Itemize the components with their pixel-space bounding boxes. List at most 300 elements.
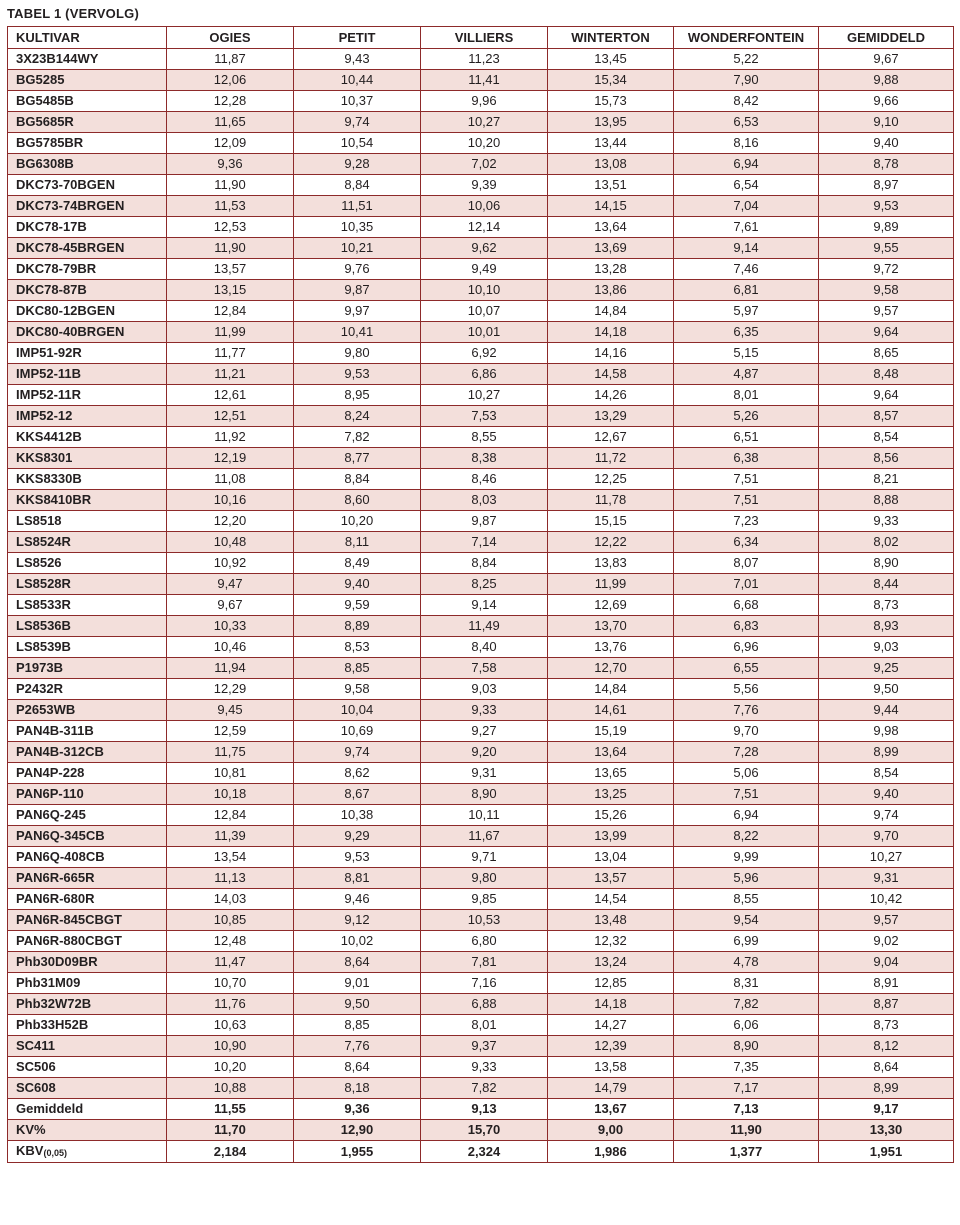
cell-value: 9,39 [421, 175, 548, 196]
cell-value: 8,84 [421, 553, 548, 574]
cell-value: 13,08 [548, 154, 674, 175]
cell-value: 9,58 [294, 679, 421, 700]
cell-value: 7,51 [674, 490, 819, 511]
cell-value: 6,94 [674, 805, 819, 826]
cell-value: 13,51 [548, 175, 674, 196]
cell-value: 12,09 [167, 133, 294, 154]
cell-value: 8,54 [819, 427, 954, 448]
cell-value: 8,90 [421, 784, 548, 805]
cell-value: 9,88 [819, 70, 954, 91]
cell-value: 9,57 [819, 301, 954, 322]
cell-value: 6,55 [674, 658, 819, 679]
cultivar-name: BG5285 [8, 70, 167, 91]
cell-value: 9,31 [421, 763, 548, 784]
cell-value: 7,82 [674, 994, 819, 1015]
cell-value: 11,75 [167, 742, 294, 763]
cell-value: 9,40 [294, 574, 421, 595]
table-row [8, 826, 954, 847]
cell-value: 8,90 [819, 553, 954, 574]
cell-value: 10,35 [294, 217, 421, 238]
cell-value: 8,85 [294, 658, 421, 679]
cell-value: 8,88 [819, 490, 954, 511]
cell-value: 8,67 [294, 784, 421, 805]
cell-value: 5,56 [674, 679, 819, 700]
table-row [8, 868, 954, 889]
cell-value: 7,28 [674, 742, 819, 763]
cell-value: 14,58 [548, 364, 674, 385]
cultivar-name: P2653WB [8, 700, 167, 721]
cell-value: 9,20 [421, 742, 548, 763]
cell-value: 14,18 [548, 322, 674, 343]
cell-value: 7,53 [421, 406, 548, 427]
cell-value: 7,82 [421, 1078, 548, 1099]
cell-value: 9,66 [819, 91, 954, 112]
table-row [8, 1036, 954, 1057]
cell-value: 6,68 [674, 595, 819, 616]
cell-value: 10,69 [294, 721, 421, 742]
cell-value: 12,90 [294, 1120, 421, 1141]
lsd-subscript: (0,05) [43, 1148, 67, 1158]
cultivar-name: IMP51-92R [8, 343, 167, 364]
table-row [8, 133, 954, 154]
cultivar-name: Phb33H52B [8, 1015, 167, 1036]
cell-value: 9,74 [294, 112, 421, 133]
cell-value: 9,27 [421, 721, 548, 742]
table-row [8, 574, 954, 595]
table-row [8, 490, 954, 511]
cultivar-name: DKC78-79BR [8, 259, 167, 280]
cell-value: 10,01 [421, 322, 548, 343]
cell-value: 10,85 [167, 910, 294, 931]
cell-value: 7,81 [421, 952, 548, 973]
cell-value: 13,64 [548, 217, 674, 238]
cell-value: 9,58 [819, 280, 954, 301]
table-row [8, 469, 954, 490]
cell-value: 9,59 [294, 595, 421, 616]
cell-value: 13,45 [548, 49, 674, 70]
cell-value: 12,25 [548, 469, 674, 490]
cell-value: 9,36 [167, 154, 294, 175]
cell-value: 13,24 [548, 952, 674, 973]
cultivar-name: BG5485B [8, 91, 167, 112]
cell-value: 13,28 [548, 259, 674, 280]
cultivar-name: PAN4P-228 [8, 763, 167, 784]
cell-value: 11,08 [167, 469, 294, 490]
cell-value: 15,73 [548, 91, 674, 112]
cell-value: 13,57 [167, 259, 294, 280]
cultivar-name: LS8536B [8, 616, 167, 637]
cell-value: 10,16 [167, 490, 294, 511]
cell-value: 11,13 [167, 868, 294, 889]
cell-value: 10,20 [421, 133, 548, 154]
cell-value: 8,95 [294, 385, 421, 406]
cell-value: 8,38 [421, 448, 548, 469]
cell-value: 9,76 [294, 259, 421, 280]
cell-value: 10,06 [421, 196, 548, 217]
cell-value: 11,49 [421, 616, 548, 637]
cell-value: 8,25 [421, 574, 548, 595]
cultivar-name: LS8526 [8, 553, 167, 574]
cell-value: 9,85 [421, 889, 548, 910]
cell-value: 6,06 [674, 1015, 819, 1036]
cell-value: 14,84 [548, 679, 674, 700]
cell-value: 12,70 [548, 658, 674, 679]
table-row [8, 973, 954, 994]
cell-value: 12,06 [167, 70, 294, 91]
lsd-label: KBV [16, 1143, 44, 1158]
cultivar-name: LS8528R [8, 574, 167, 595]
cell-value: 8,84 [294, 175, 421, 196]
cell-value: 13,15 [167, 280, 294, 301]
cell-value: 12,61 [167, 385, 294, 406]
cell-value: 14,61 [548, 700, 674, 721]
table-row [8, 259, 954, 280]
cultivar-name: BG6308B [8, 154, 167, 175]
table-row [8, 280, 954, 301]
cell-value: 9,50 [294, 994, 421, 1015]
cultivar-name: DKC78-17B [8, 217, 167, 238]
cell-value: 6,96 [674, 637, 819, 658]
cultivar-name: DKC78-87B [8, 280, 167, 301]
cell-value: 6,81 [674, 280, 819, 301]
cell-value: 9,53 [294, 364, 421, 385]
cell-value: 12,19 [167, 448, 294, 469]
cell-value: 2,184 [167, 1141, 294, 1163]
cultivar-name: PAN6R-845CBGT [8, 910, 167, 931]
cell-value: 14,79 [548, 1078, 674, 1099]
table-row [8, 154, 954, 175]
cell-value: 11,77 [167, 343, 294, 364]
cell-value: 15,26 [548, 805, 674, 826]
header-petit: PETIT [294, 27, 421, 49]
table-row [8, 994, 954, 1015]
cell-value: 1,955 [294, 1141, 421, 1163]
cell-value: 11,39 [167, 826, 294, 847]
cell-value: 8,64 [819, 1057, 954, 1078]
cell-value: 9,14 [674, 238, 819, 259]
cell-value: 9,49 [421, 259, 548, 280]
cell-value: 9,37 [421, 1036, 548, 1057]
cultivar-name: SC506 [8, 1057, 167, 1078]
cell-value: 9,67 [167, 595, 294, 616]
cell-value: 9,50 [819, 679, 954, 700]
cell-value: 11,90 [674, 1120, 819, 1141]
cell-value: 7,90 [674, 70, 819, 91]
cell-value: 12,59 [167, 721, 294, 742]
cell-value: 8,85 [294, 1015, 421, 1036]
cell-value: 8,81 [294, 868, 421, 889]
cell-value: 8,55 [421, 427, 548, 448]
cell-value: 6,94 [674, 154, 819, 175]
cell-value: 10,37 [294, 91, 421, 112]
cell-value: 8,11 [294, 532, 421, 553]
cultivar-name: PAN4B-312CB [8, 742, 167, 763]
cell-value: 10,20 [294, 511, 421, 532]
cell-value: 13,86 [548, 280, 674, 301]
cell-value: 10,88 [167, 1078, 294, 1099]
cell-value: 8,07 [674, 553, 819, 574]
cultivar-name: PAN4B-311B [8, 721, 167, 742]
cell-value: 9,87 [294, 280, 421, 301]
cell-value: 12,48 [167, 931, 294, 952]
cell-value: 10,41 [294, 322, 421, 343]
cell-value: 8,87 [819, 994, 954, 1015]
cultivar-name: IMP52-11B [8, 364, 167, 385]
cell-value: 10,10 [421, 280, 548, 301]
cell-value: 15,19 [548, 721, 674, 742]
cell-value: 9,43 [294, 49, 421, 70]
cultivar-name: P1973B [8, 658, 167, 679]
cell-value: 8,90 [674, 1036, 819, 1057]
cell-value: 9,46 [294, 889, 421, 910]
cell-value: 10,63 [167, 1015, 294, 1036]
row-label: KV% [8, 1120, 167, 1141]
cell-value: 12,20 [167, 511, 294, 532]
cell-value: 8,97 [819, 175, 954, 196]
cell-value: 9,44 [819, 700, 954, 721]
cell-value: 10,07 [421, 301, 548, 322]
cell-value: 6,83 [674, 616, 819, 637]
cell-value: 9,74 [294, 742, 421, 763]
cell-value: 12,69 [548, 595, 674, 616]
cell-value: 13,95 [548, 112, 674, 133]
cell-value: 7,23 [674, 511, 819, 532]
cell-value: 10,42 [819, 889, 954, 910]
table-row [8, 364, 954, 385]
cell-value: 7,14 [421, 532, 548, 553]
cell-value: 13,57 [548, 868, 674, 889]
cultivar-name: DKC78-45BRGEN [8, 238, 167, 259]
cell-value: 8,99 [819, 1078, 954, 1099]
cell-value: 9,03 [421, 679, 548, 700]
cell-value: 9,45 [167, 700, 294, 721]
table-row [8, 532, 954, 553]
cell-value: 8,02 [819, 532, 954, 553]
cell-value: 6,35 [674, 322, 819, 343]
cell-value: 7,01 [674, 574, 819, 595]
cell-value: 12,67 [548, 427, 674, 448]
table-row [8, 784, 954, 805]
cultivar-name: PAN6R-880CBGT [8, 931, 167, 952]
table-row [8, 637, 954, 658]
cell-value: 11,94 [167, 658, 294, 679]
lsd-row [8, 1141, 954, 1163]
cultivar-name: PAN6Q-408CB [8, 847, 167, 868]
cell-value: 7,82 [294, 427, 421, 448]
cell-value: 13,64 [548, 742, 674, 763]
cell-value: 8,64 [294, 952, 421, 973]
cell-value: 13,83 [548, 553, 674, 574]
cell-value: 7,61 [674, 217, 819, 238]
cell-value: 13,44 [548, 133, 674, 154]
cell-value: 6,86 [421, 364, 548, 385]
cell-value: 9,03 [819, 637, 954, 658]
cell-value: 5,96 [674, 868, 819, 889]
cultivar-name: DKC73-74BRGEN [8, 196, 167, 217]
cell-value: 13,99 [548, 826, 674, 847]
cell-value: 8,99 [819, 742, 954, 763]
cell-value: 9,62 [421, 238, 548, 259]
cultivar-name: BG5685R [8, 112, 167, 133]
cell-value: 8,24 [294, 406, 421, 427]
cultivar-name: KKS4412B [8, 427, 167, 448]
cell-value: 11,51 [294, 196, 421, 217]
cell-value: 9,53 [294, 847, 421, 868]
cultivar-name: LS8533R [8, 595, 167, 616]
cell-value: 9,87 [421, 511, 548, 532]
header-winterton: WINTERTON [548, 27, 674, 49]
table-row [8, 553, 954, 574]
cell-value: 7,51 [674, 469, 819, 490]
cell-value: 11,55 [167, 1099, 294, 1120]
table-row [8, 910, 954, 931]
cell-value: 4,78 [674, 952, 819, 973]
cell-value: 10,20 [167, 1057, 294, 1078]
cultivar-name: Phb31M09 [8, 973, 167, 994]
cell-value: 10,70 [167, 973, 294, 994]
cell-value: 11,67 [421, 826, 548, 847]
row-label: Gemiddeld [8, 1099, 167, 1120]
cell-value: 11,47 [167, 952, 294, 973]
cell-value: 12,53 [167, 217, 294, 238]
cell-value: 9,55 [819, 238, 954, 259]
cell-value: 13,70 [548, 616, 674, 637]
cell-value: 8,57 [819, 406, 954, 427]
cell-value: 10,27 [421, 385, 548, 406]
cell-value: 9,70 [819, 826, 954, 847]
table-row [8, 112, 954, 133]
cell-value: 11,90 [167, 238, 294, 259]
table-row [8, 322, 954, 343]
cell-value: 8,42 [674, 91, 819, 112]
cell-value: 11,70 [167, 1120, 294, 1141]
cell-value: 5,97 [674, 301, 819, 322]
cell-value: 15,15 [548, 511, 674, 532]
table-row [8, 385, 954, 406]
cultivar-name: PAN6R-665R [8, 868, 167, 889]
cell-value: 9,96 [421, 91, 548, 112]
table-row [8, 742, 954, 763]
cell-value: 9,64 [819, 322, 954, 343]
cell-value: 5,22 [674, 49, 819, 70]
cell-value: 9,00 [548, 1120, 674, 1141]
cell-value: 12,84 [167, 301, 294, 322]
cell-value: 8,03 [421, 490, 548, 511]
cell-value: 12,14 [421, 217, 548, 238]
cell-value: 4,87 [674, 364, 819, 385]
cell-value: 10,02 [294, 931, 421, 952]
cell-value: 7,13 [674, 1099, 819, 1120]
cell-value: 9,98 [819, 721, 954, 742]
cell-value: 11,76 [167, 994, 294, 1015]
table-row [8, 301, 954, 322]
cell-value: 13,76 [548, 637, 674, 658]
cell-value: 10,33 [167, 616, 294, 637]
table-row [8, 721, 954, 742]
cell-value: 13,29 [548, 406, 674, 427]
cultivar-rows [8, 49, 954, 1099]
cell-value: 12,51 [167, 406, 294, 427]
cell-value: 10,04 [294, 700, 421, 721]
cell-value: 10,81 [167, 763, 294, 784]
cell-value: 12,85 [548, 973, 674, 994]
cell-value: 11,23 [421, 49, 548, 70]
cell-value: 12,28 [167, 91, 294, 112]
cultivar-name: LS8524R [8, 532, 167, 553]
cell-value: 8,46 [421, 469, 548, 490]
summary-rows [8, 1099, 954, 1163]
cell-value: 12,84 [167, 805, 294, 826]
cell-value: 9,17 [819, 1099, 954, 1120]
row-label [8, 1141, 167, 1163]
table-row [8, 406, 954, 427]
cell-value: 9,40 [819, 784, 954, 805]
cell-value: 6,38 [674, 448, 819, 469]
cultivar-name: DKC80-12BGEN [8, 301, 167, 322]
cell-value: 13,04 [548, 847, 674, 868]
table-row [8, 175, 954, 196]
cell-value: 11,90 [167, 175, 294, 196]
table-row [8, 427, 954, 448]
cultivar-name: KKS8301 [8, 448, 167, 469]
cell-value: 11,65 [167, 112, 294, 133]
cultivar-table [7, 26, 954, 1163]
cell-value: 8,12 [819, 1036, 954, 1057]
cell-value: 11,41 [421, 70, 548, 91]
table-row [8, 217, 954, 238]
table-row [8, 889, 954, 910]
cell-value: 10,38 [294, 805, 421, 826]
cell-value: 12,22 [548, 532, 674, 553]
header-ogies: OGIES [167, 27, 294, 49]
cell-value: 9,97 [294, 301, 421, 322]
cell-value: 6,34 [674, 532, 819, 553]
cultivar-name: 3X23B144WY [8, 49, 167, 70]
cell-value: 9,13 [421, 1099, 548, 1120]
cell-value: 14,16 [548, 343, 674, 364]
cell-value: 8,78 [819, 154, 954, 175]
header-row [8, 27, 954, 49]
cultivar-name: LS8518 [8, 511, 167, 532]
cell-value: 13,58 [548, 1057, 674, 1078]
cell-value: 6,99 [674, 931, 819, 952]
cultivar-name: KKS8330B [8, 469, 167, 490]
cell-value: 8,01 [674, 385, 819, 406]
cell-value: 13,48 [548, 910, 674, 931]
table-row [8, 1015, 954, 1036]
cultivar-name: BG5785BR [8, 133, 167, 154]
cell-value: 5,15 [674, 343, 819, 364]
cell-value: 13,30 [819, 1120, 954, 1141]
cell-value: 9,33 [421, 700, 548, 721]
cell-value: 7,16 [421, 973, 548, 994]
cell-value: 8,54 [819, 763, 954, 784]
cell-value: 11,99 [548, 574, 674, 595]
cell-value: 8,21 [819, 469, 954, 490]
table-row [8, 763, 954, 784]
cell-value: 11,21 [167, 364, 294, 385]
cell-value: 9,80 [421, 868, 548, 889]
cell-value: 14,18 [548, 994, 674, 1015]
cell-value: 9,57 [819, 910, 954, 931]
header-wonderfontein: WONDERFONTEIN [674, 27, 819, 49]
cell-value: 8,01 [421, 1015, 548, 1036]
cell-value: 8,60 [294, 490, 421, 511]
cell-value: 6,88 [421, 994, 548, 1015]
table-row [8, 70, 954, 91]
cultivar-name: PAN6P-110 [8, 784, 167, 805]
cell-value: 8,62 [294, 763, 421, 784]
